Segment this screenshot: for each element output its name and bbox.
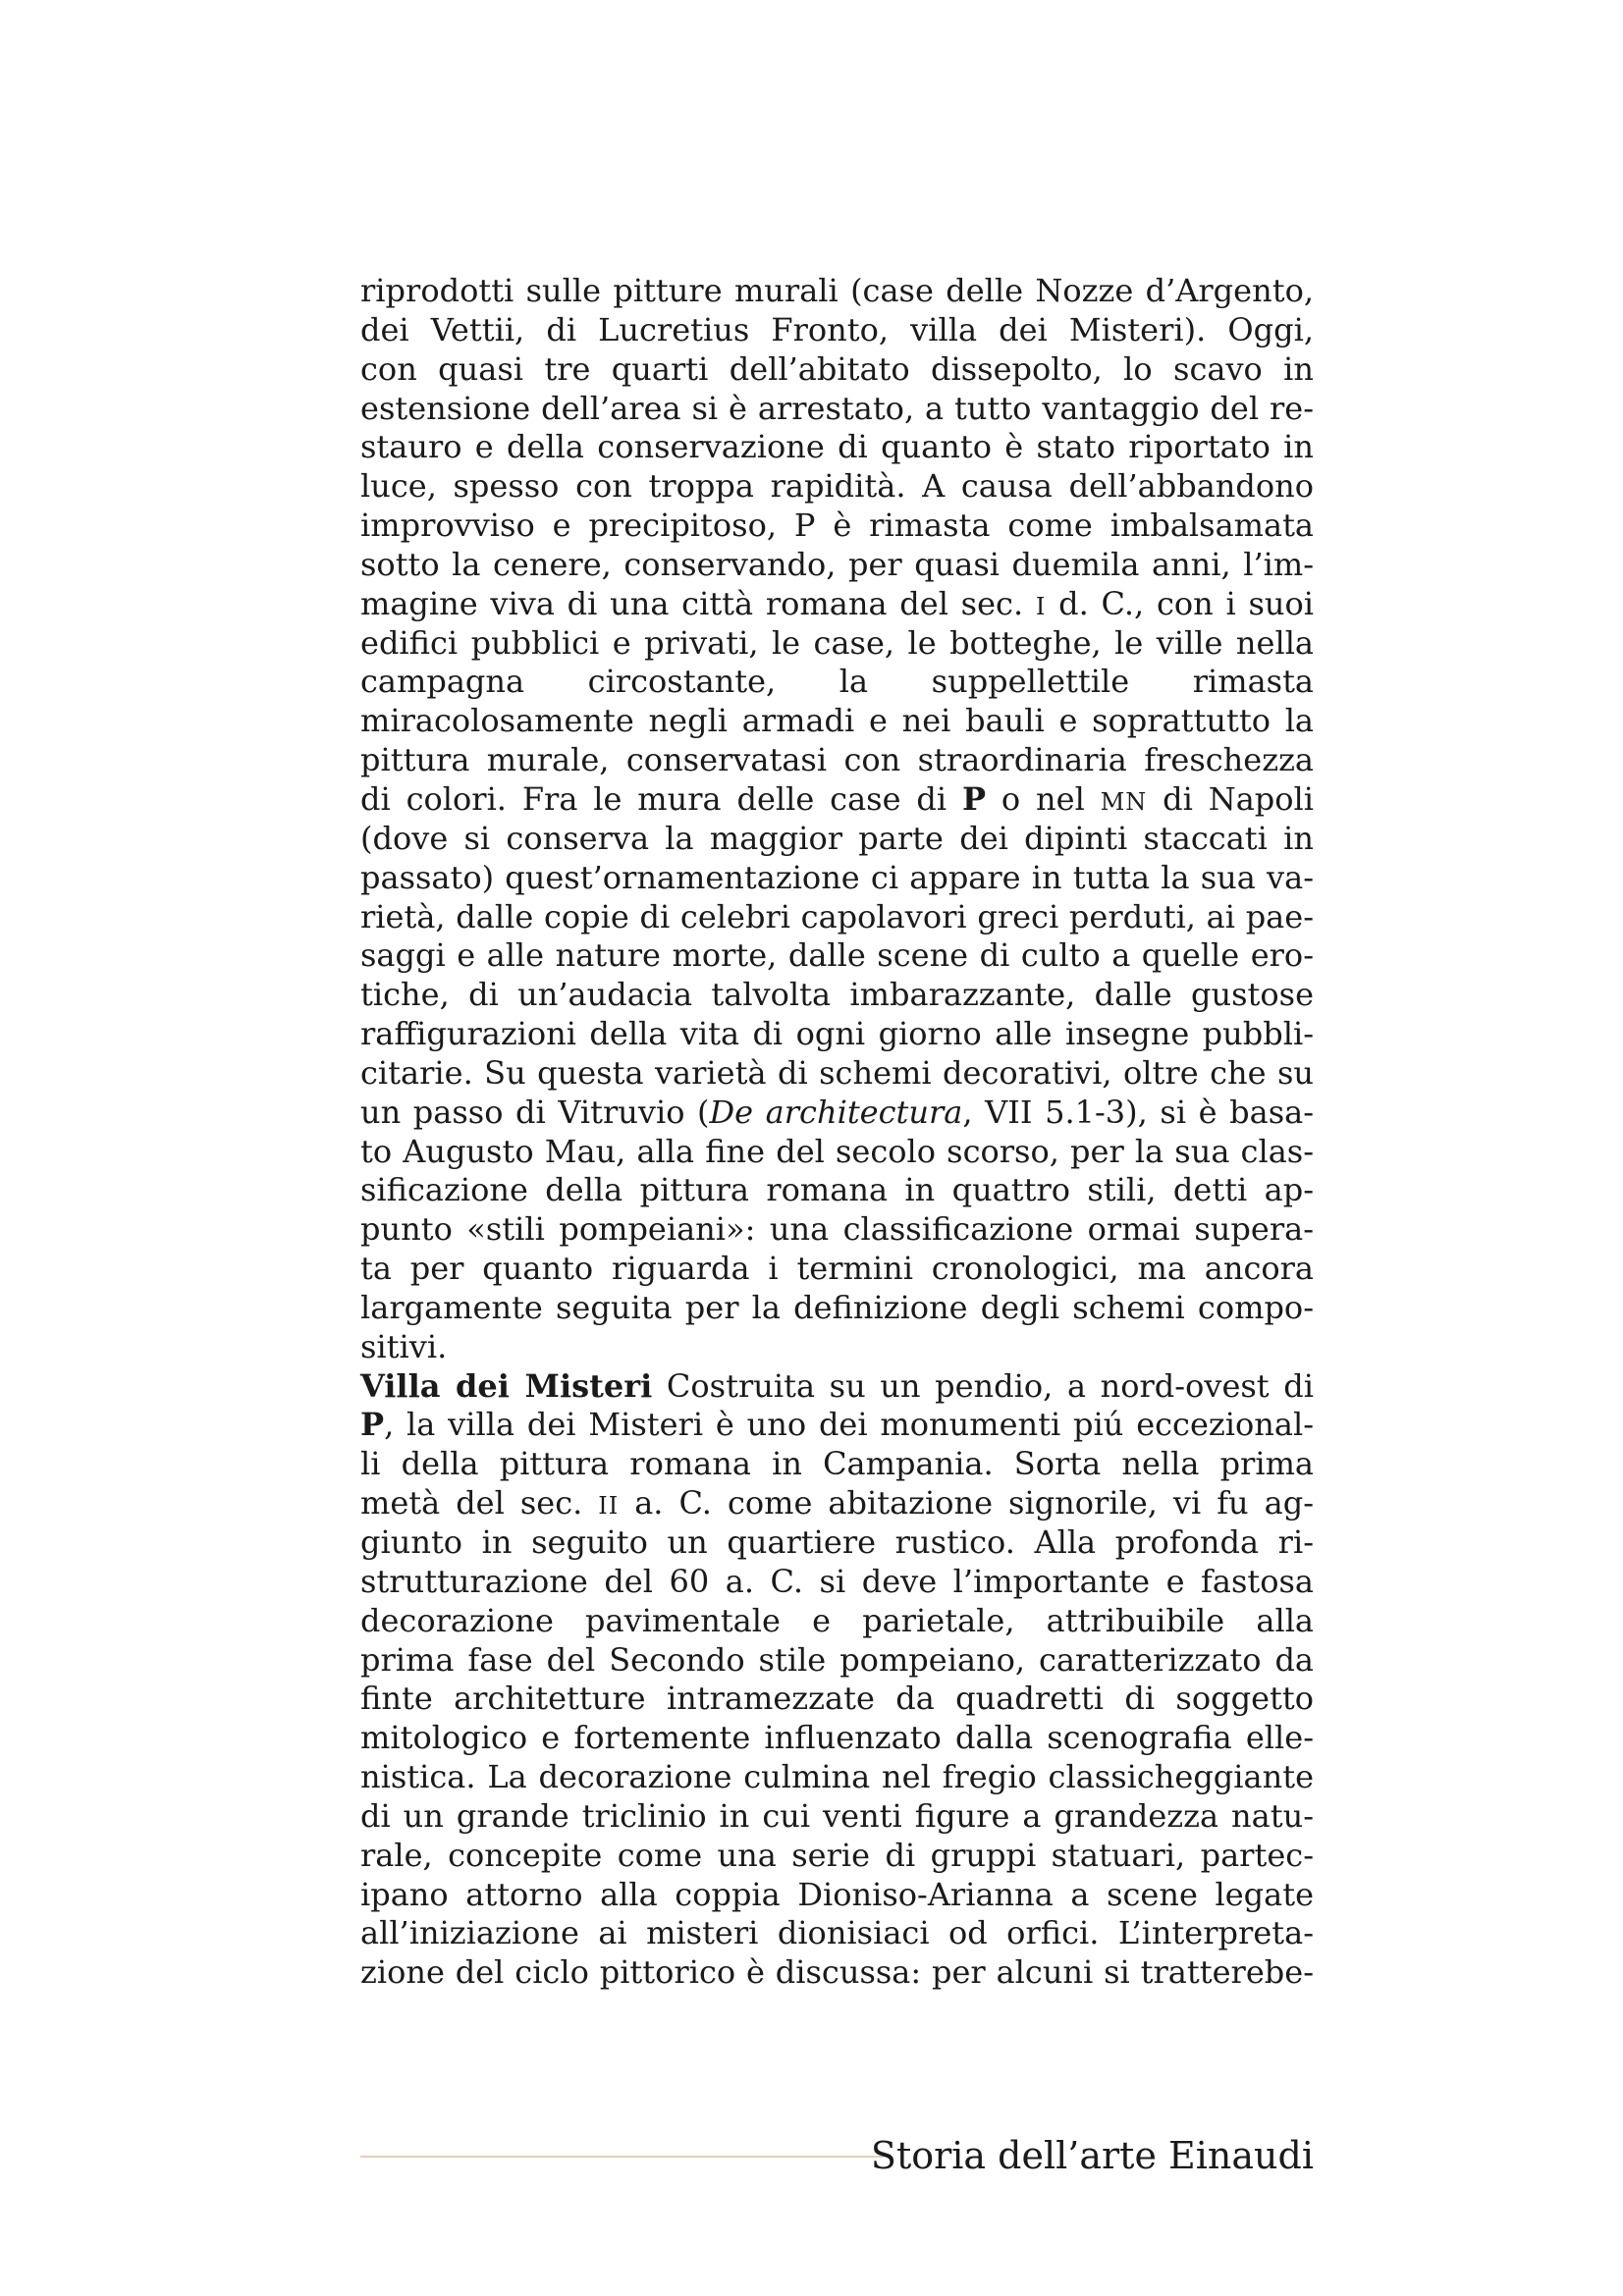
text-line: raffigurazioni della vita di ogni giorno alle insegne pubbli- [360,1015,1314,1053]
page-footer [360,2128,1314,2187]
text-line: magine viva di una città romana del sec. I d. C., con i suoi [360,584,1315,622]
text-line: luce, spesso con troppa rapidità. A causa dell’abbandono [360,467,1314,506]
text-line: metà del sec. II a. C. come abitazione signorile, vi fu ag- [360,1484,1315,1522]
text-line: largamente seguita per la definizione degli schemi compo- [360,1288,1314,1326]
text-line: P, la villa dei Misteri è uno dei monumenti piú eccezional- [360,1406,1314,1444]
text-line: nistica. La decorazione culmina nel fregio classicheggiante [360,1758,1314,1796]
footer-rule [360,2156,884,2158]
text-line: con quasi tre quarti dell’abitato dissepolto, lo scavo in [360,349,1314,388]
text-line: zione del ciclo pittorico è discussa: per alcuni si tratterebe- [360,1953,1314,1992]
roman-numeral: II [598,1492,620,1521]
text-line: edifici pubblici e privati, le case, le botteghe, le ville nella [360,623,1314,662]
text-line: saggi e alle nature morte, dalle scene di culto a quelle ero- [360,936,1314,975]
text-line: rietà, dalle copie di celebri capolavori greci perduti, ai pae- [360,897,1314,935]
text-line: sitivi. [360,1327,448,1365]
museum-abbrev: MN [1100,787,1148,816]
text-line: punto «stili pompeiani»: una classificazione ormai supera- [360,1210,1314,1249]
entry-heading: Villa dei Misteri [360,1366,653,1405]
text-line: sotto la cenere, conservando, per quasi duemila anni, l’im- [360,545,1314,583]
text-line: estensione dell’area si è arrestato, a tutto vantaggio del re- [360,389,1314,427]
text-line: campagna circostante, la suppellettile rimasta [360,663,1314,701]
roman-numeral: I [1035,592,1047,620]
text-line: tiche, di un’audacia talvolta imbarazzante, dalle gustose [360,976,1314,1014]
text-line: passato) quest’ornamentazione ci appare in tutta la sua va- [360,858,1314,896]
book-title: De architectura [709,1093,963,1131]
text-line: strutturazione del 60 a. C. si deve l’importante e fastosa [360,1562,1314,1600]
text-line: di un grande triclinio in cui venti figure a grandezza natu- [360,1796,1314,1835]
text-line: sificazione della pittura romana in quattro stili, detti ap- [360,1171,1314,1209]
text-line: li della pittura romana in Campania. Sorta nella prima [360,1445,1314,1483]
text-line: finte architetture intramezzate da quadretti di soggetto [360,1680,1314,1718]
text-line: decorazione pavimentale e parietale, attribuibile alla [360,1601,1314,1639]
text-line: rale, concepite come una serie di gruppi statuari, partec- [360,1836,1314,1874]
text-line: dei Vettii, di Lucretius Fronto, villa dei Misteri). Oggi, [360,310,1314,348]
text-line: ta per quanto riguarda i termini cronologici, ma ancora [360,1250,1314,1288]
text-line: improvviso e precipitoso, P è rimasta come imbalsamata [360,507,1314,545]
body-text [360,272,1314,1993]
text-line: di colori. Fra le mura delle case di P o nel MN di Napoli [360,779,1315,818]
text-line: giunto in seguito un quartiere rustico. Alla profonda ri- [360,1523,1314,1561]
text-line: citarie. Su questa varietà di schemi decorativi, oltre che su [360,1053,1314,1092]
text-line: un passo di Vitruvio (De architectura, VII 5.1-3), si è basa- [360,1093,1315,1131]
text-line: ipano attorno alla coppia Dioniso-Arianna a scene legate [360,1875,1314,1913]
place-abbrev: P [962,779,987,818]
text-line: pittura murale, conservatasi con straordinaria freschezza [360,741,1314,779]
text-line: to Augusto Mau, alla fine del secolo scorso, per la sua clas- [360,1132,1314,1170]
place-abbrev: P [360,1406,385,1444]
text-line: prima fase del Secondo stile pompeiano, caratterizzato da [360,1640,1314,1679]
text-line: mitologico e fortemente influenzato dalla scenografia elle- [360,1719,1314,1757]
text-line: stauro e della conservazione di quanto è stato riportato in [360,428,1314,466]
text-line: riprodotti sulle pitture murali (case delle Nozze d’Argento, [360,272,1314,309]
text-line: all’iniziazione ai misteri dionisiaci od orfici. L’interpreta- [360,1914,1314,1952]
text-line: Villa dei Misteri Costruita su un pendio, a nord-ovest di [360,1366,1315,1405]
footer-title: Storia dell’arte Einaudi [870,2134,1314,2177]
text-line: (dove si conserva la maggior parte dei dipinti staccati in [360,819,1314,857]
text-line: miracolosamente negli armadi e nei bauli e soprattutto la [360,702,1314,740]
